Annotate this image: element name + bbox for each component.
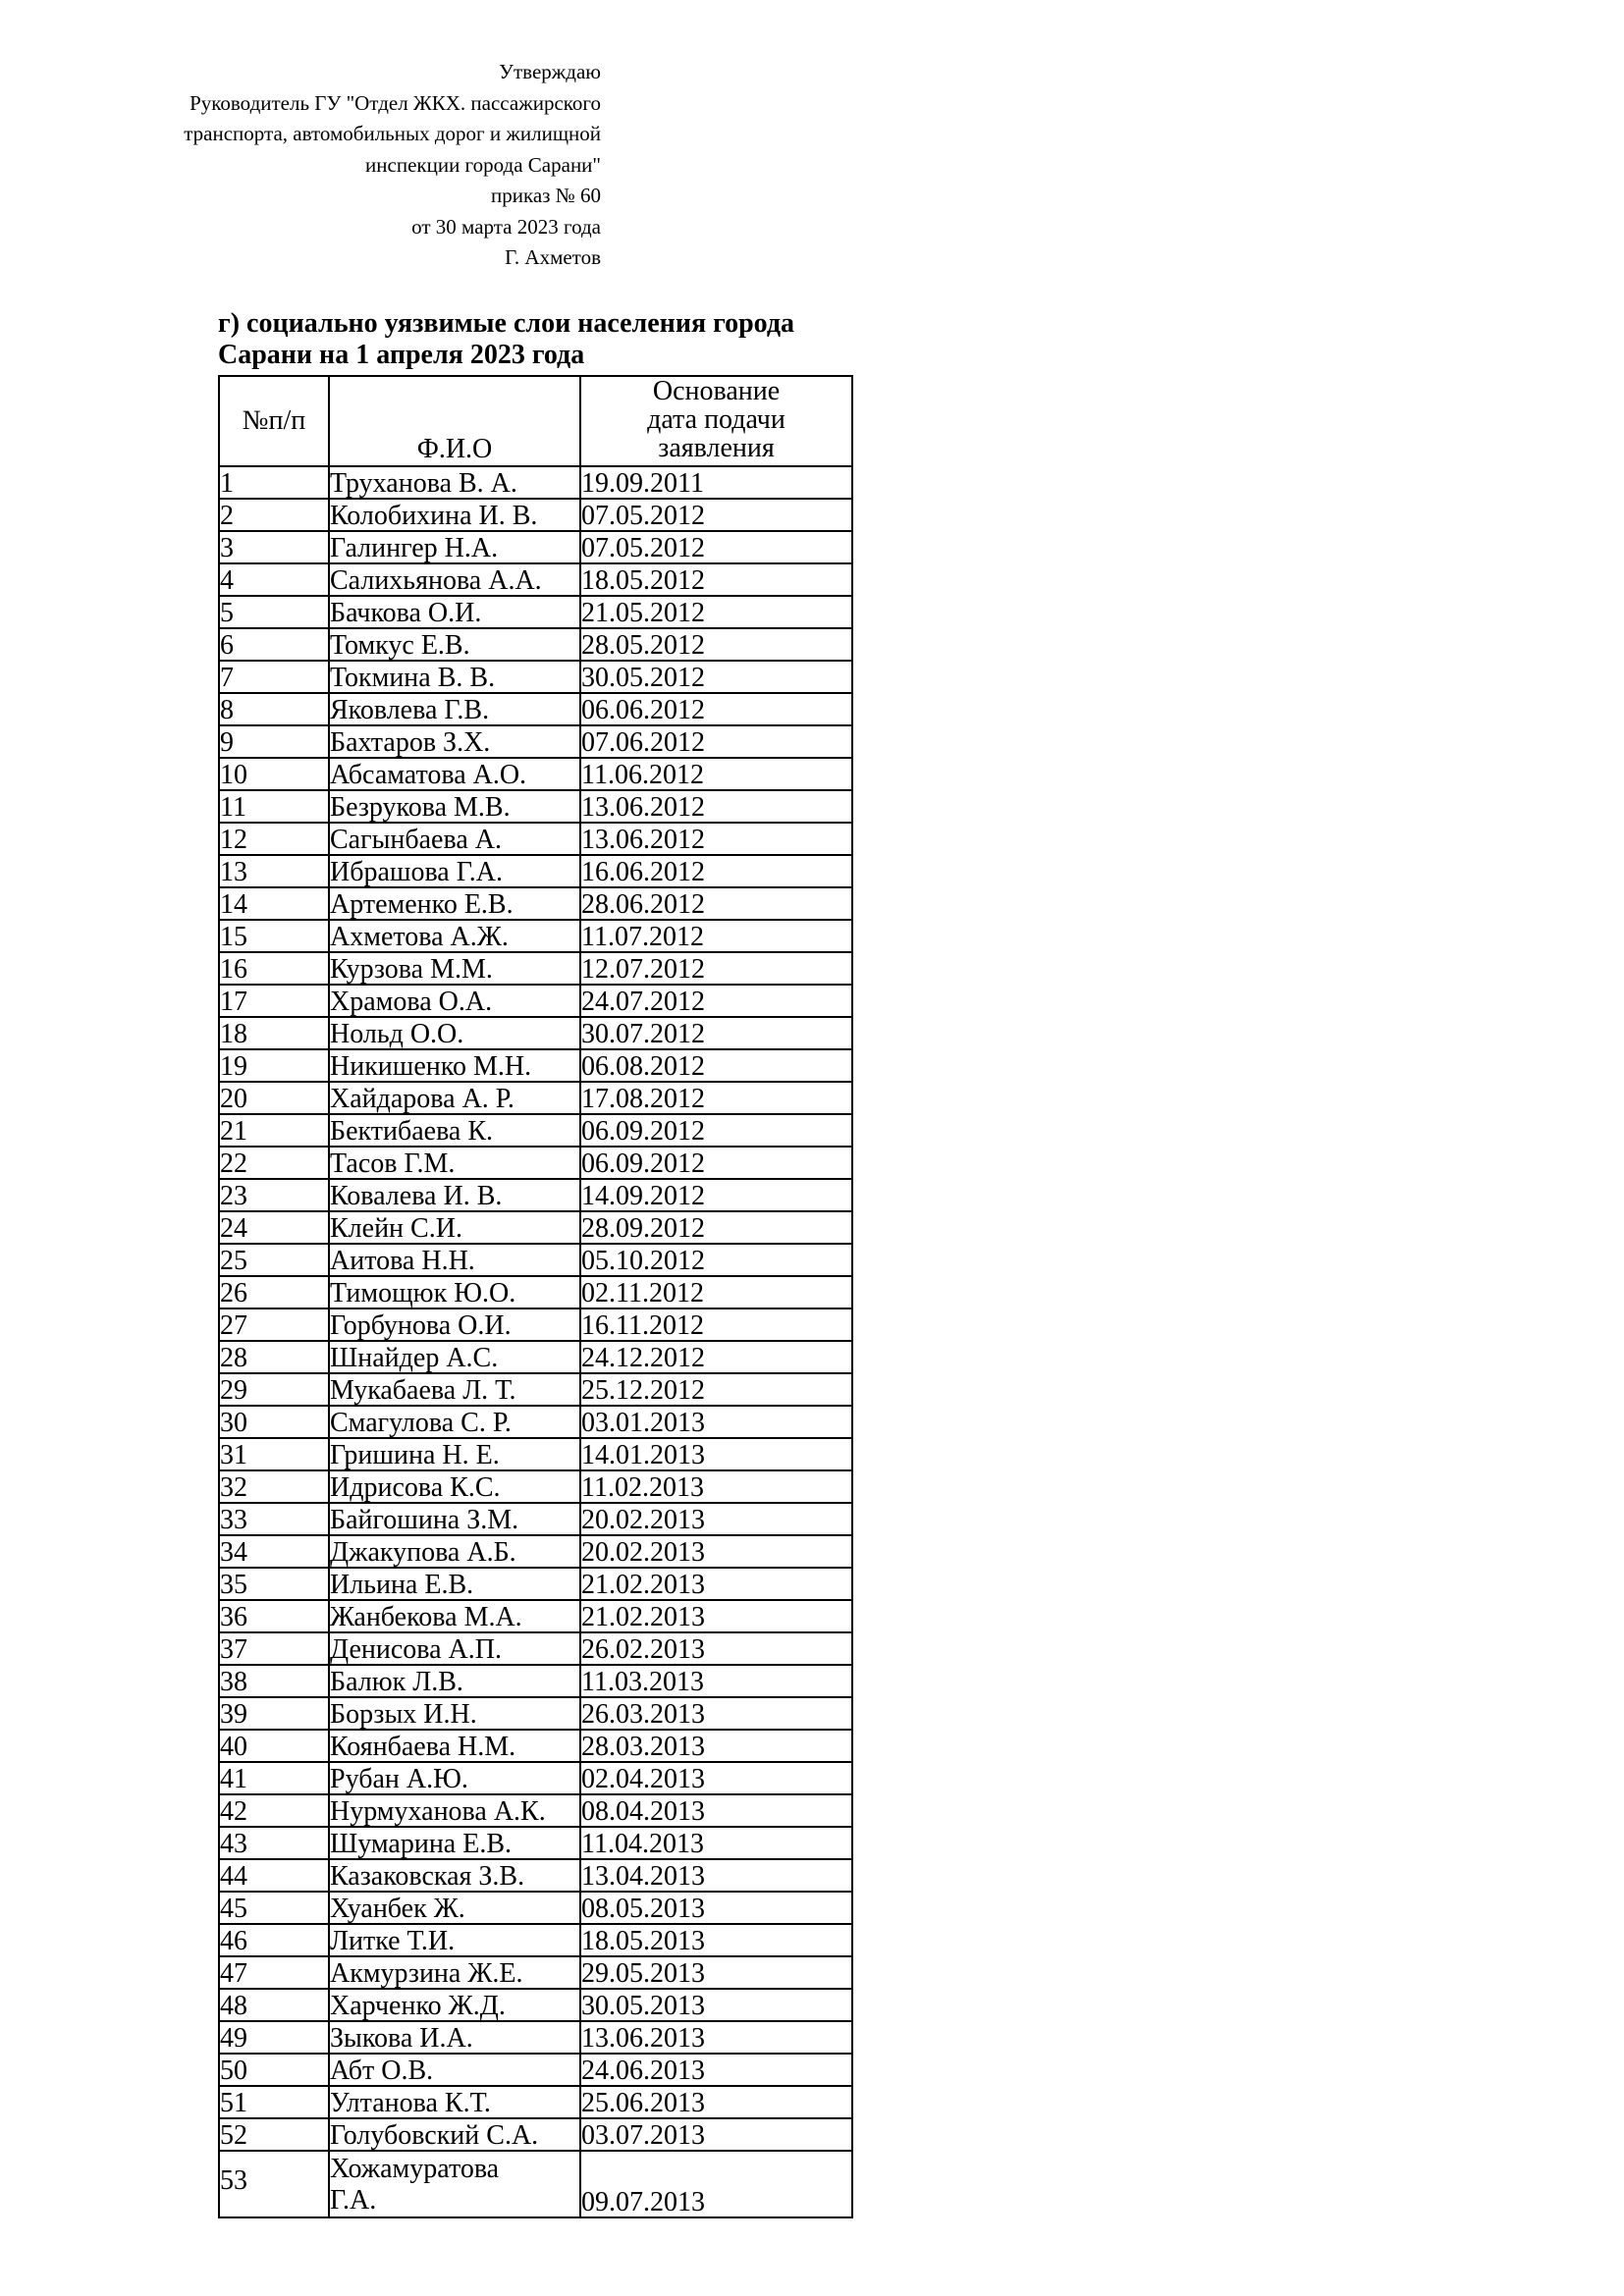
table-row bbox=[219, 1082, 852, 1114]
table-row bbox=[219, 1211, 852, 1244]
row-number-cell: 7 bbox=[219, 661, 329, 693]
approval-line: от 30 марта 2023 года bbox=[411, 214, 601, 239]
table-body bbox=[219, 466, 852, 2217]
row-date-cell: 13.06.2012 bbox=[580, 823, 852, 855]
row-name-cell: Мукабаева Л. Т. bbox=[329, 1373, 580, 1406]
table-row bbox=[219, 1017, 852, 1049]
row-number-cell: 35 bbox=[219, 1568, 329, 1600]
row-name-cell: Балюк Л.В. bbox=[329, 1665, 580, 1697]
row-name-cell: Горбунова О.И. bbox=[329, 1308, 580, 1341]
row-date-cell: 16.11.2012 bbox=[580, 1308, 852, 1341]
table-row bbox=[219, 466, 852, 499]
table-row bbox=[219, 1114, 852, 1147]
row-date-cell: 20.02.2013 bbox=[580, 1535, 852, 1568]
table-row bbox=[219, 823, 852, 855]
row-date-cell: 11.06.2012 bbox=[580, 758, 852, 790]
row-name-cell: Джакупова А.Б. bbox=[329, 1535, 580, 1568]
row-name-cell: Хожамуратова Г.А. bbox=[329, 2151, 580, 2217]
row-name-cell: Голубовский С.А. bbox=[329, 2118, 580, 2151]
row-number-cell: 36 bbox=[219, 1600, 329, 1632]
table-row bbox=[219, 1859, 852, 1892]
approval-line: Утверждаю bbox=[499, 60, 601, 83]
table-row bbox=[219, 725, 852, 758]
row-name-cell: Аитова Н.Н. bbox=[329, 1244, 580, 1276]
row-date-cell: 06.06.2012 bbox=[580, 693, 852, 725]
row-number-cell: 12 bbox=[219, 823, 329, 855]
table-row bbox=[219, 1568, 852, 1600]
row-date-cell: 25.06.2013 bbox=[580, 2086, 852, 2118]
section-title-line: г) социально уязвимые слои населения города bbox=[218, 308, 795, 339]
row-name-cell: Салихьянова А.А. bbox=[329, 563, 580, 596]
table-row bbox=[219, 693, 852, 725]
row-number-cell: 14 bbox=[219, 887, 329, 920]
row-date-cell: 30.05.2013 bbox=[580, 1989, 852, 2021]
table-row bbox=[219, 1244, 852, 1276]
row-number-cell: 22 bbox=[219, 1147, 329, 1179]
row-name-cell: Казаковская З.В. bbox=[329, 1859, 580, 1892]
row-date-cell: 19.09.2011 bbox=[580, 466, 852, 499]
row-date-cell: 28.05.2012 bbox=[580, 628, 852, 661]
table-row bbox=[219, 1406, 852, 1438]
row-number-cell: 47 bbox=[219, 1956, 329, 1989]
row-date-cell: 09.07.2013 bbox=[580, 2151, 852, 2217]
row-number-cell: 46 bbox=[219, 1924, 329, 1956]
section-title bbox=[218, 308, 794, 371]
row-number-cell: 43 bbox=[219, 1827, 329, 1859]
row-date-cell: 05.10.2012 bbox=[580, 1244, 852, 1276]
header-name: Ф.И.О bbox=[329, 376, 580, 466]
row-date-cell: 03.01.2013 bbox=[580, 1406, 852, 1438]
table-row bbox=[219, 1308, 852, 1341]
row-name-cell: Байгошина З.М. bbox=[329, 1503, 580, 1535]
row-number-cell: 31 bbox=[219, 1438, 329, 1470]
row-name-cell: Хайдарова А. Р. bbox=[329, 1082, 580, 1114]
row-name-cell: Гришина Н. Е. bbox=[329, 1438, 580, 1470]
section-title-line: Сарани на 1 апреля 2023 года bbox=[218, 340, 585, 370]
row-number-cell: 49 bbox=[219, 2021, 329, 2054]
table-row bbox=[219, 887, 852, 920]
row-number-cell: 25 bbox=[219, 1244, 329, 1276]
row-date-cell: 12.07.2012 bbox=[580, 952, 852, 985]
table-row bbox=[219, 1924, 852, 1956]
row-name-cell: Нольд О.О. bbox=[329, 1017, 580, 1049]
row-date-cell: 13.04.2013 bbox=[580, 1859, 852, 1892]
row-number-cell: 4 bbox=[219, 563, 329, 596]
row-name-cell: Безрукова М.В. bbox=[329, 790, 580, 823]
approval-line: Руководитель ГУ "Отдел ЖКХ. пассажирского bbox=[189, 90, 601, 115]
row-date-cell: 06.09.2012 bbox=[580, 1114, 852, 1147]
row-name-cell: Нурмуханова А.К. bbox=[329, 1794, 580, 1827]
row-number-cell: 18 bbox=[219, 1017, 329, 1049]
table-row bbox=[219, 1892, 852, 1924]
row-date-cell: 21.05.2012 bbox=[580, 596, 852, 628]
row-number-cell: 11 bbox=[219, 790, 329, 823]
row-number-cell: 13 bbox=[219, 855, 329, 887]
row-name-cell: Бачкова О.И. bbox=[329, 596, 580, 628]
row-name-cell: Яковлева Г.В. bbox=[329, 693, 580, 725]
row-number-cell: 17 bbox=[219, 985, 329, 1017]
header-basis bbox=[580, 376, 852, 466]
table-row bbox=[219, 1049, 852, 1082]
row-number-cell: 8 bbox=[219, 693, 329, 725]
table-row bbox=[219, 596, 852, 628]
row-date-cell: 03.07.2013 bbox=[580, 2118, 852, 2151]
row-date-cell: 11.07.2012 bbox=[580, 920, 852, 952]
row-number-cell: 20 bbox=[219, 1082, 329, 1114]
table-row bbox=[219, 2054, 852, 2086]
row-name-cell: Смагулова С. Р. bbox=[329, 1406, 580, 1438]
row-number-cell: 37 bbox=[219, 1632, 329, 1665]
row-date-cell: 06.09.2012 bbox=[580, 1147, 852, 1179]
table-row bbox=[219, 1794, 852, 1827]
table-row bbox=[219, 758, 852, 790]
table-row bbox=[219, 2118, 852, 2151]
table-row bbox=[219, 628, 852, 661]
row-name-cell: Ахметова А.Ж. bbox=[329, 920, 580, 952]
row-name-cell: Шумарина Е.В. bbox=[329, 1827, 580, 1859]
row-name-cell: Рубан А.Ю. bbox=[329, 1762, 580, 1794]
row-number-cell: 10 bbox=[219, 758, 329, 790]
row-number-cell: 30 bbox=[219, 1406, 329, 1438]
row-name-cell: Тасов Г.М. bbox=[329, 1147, 580, 1179]
table-row bbox=[219, 661, 852, 693]
table-row bbox=[219, 985, 852, 1017]
row-date-cell: 26.03.2013 bbox=[580, 1697, 852, 1730]
row-number-cell: 34 bbox=[219, 1535, 329, 1568]
row-number-cell: 41 bbox=[219, 1762, 329, 1794]
row-date-cell: 11.03.2013 bbox=[580, 1665, 852, 1697]
table-row bbox=[219, 790, 852, 823]
row-name-cell: Абсаматова А.О. bbox=[329, 758, 580, 790]
table-row bbox=[219, 2151, 852, 2217]
row-number-cell: 33 bbox=[219, 1503, 329, 1535]
table-row bbox=[219, 920, 852, 952]
row-date-cell: 07.05.2012 bbox=[580, 499, 852, 531]
row-name-cell: Ултанова К.Т. bbox=[329, 2086, 580, 2118]
table-row bbox=[219, 952, 852, 985]
header-basis-line: Основание bbox=[652, 376, 781, 406]
row-number-cell: 6 bbox=[219, 628, 329, 661]
row-name-cell: Акмурзина Ж.Е. bbox=[329, 1956, 580, 1989]
table-row bbox=[219, 1956, 852, 1989]
row-number-cell: 29 bbox=[219, 1373, 329, 1406]
row-number-cell: 51 bbox=[219, 2086, 329, 2118]
row-date-cell: 18.05.2012 bbox=[580, 563, 852, 596]
header-basis-line: заявления bbox=[658, 433, 775, 463]
row-name-cell: Храмова О.А. bbox=[329, 985, 580, 1017]
row-number-cell: 5 bbox=[219, 596, 329, 628]
row-date-cell: 13.06.2013 bbox=[580, 2021, 852, 2054]
row-number-cell: 23 bbox=[219, 1179, 329, 1211]
row-number-cell: 42 bbox=[219, 1794, 329, 1827]
header-number: №п/п bbox=[219, 376, 329, 466]
row-number-cell: 16 bbox=[219, 952, 329, 985]
row-date-cell: 08.05.2013 bbox=[580, 1892, 852, 1924]
table-row bbox=[219, 1762, 852, 1794]
table-row bbox=[219, 1730, 852, 1762]
row-date-cell: 11.02.2013 bbox=[580, 1470, 852, 1503]
header-basis-line: дата подачи bbox=[647, 404, 785, 435]
approval-block bbox=[184, 57, 601, 274]
table-row bbox=[219, 1470, 852, 1503]
row-name-cell: Борзых И.Н. bbox=[329, 1697, 580, 1730]
row-number-cell: 3 bbox=[219, 531, 329, 563]
row-number-cell: 1 bbox=[219, 466, 329, 499]
row-name-cell: Харченко Ж.Д. bbox=[329, 1989, 580, 2021]
row-date-cell: 25.12.2012 bbox=[580, 1373, 852, 1406]
row-number-cell: 39 bbox=[219, 1697, 329, 1730]
row-number-cell: 48 bbox=[219, 1989, 329, 2021]
row-date-cell: 28.06.2012 bbox=[580, 887, 852, 920]
row-date-cell: 06.08.2012 bbox=[580, 1049, 852, 1082]
row-date-cell: 07.05.2012 bbox=[580, 531, 852, 563]
row-date-cell: 13.06.2012 bbox=[580, 790, 852, 823]
table-row bbox=[219, 499, 852, 531]
row-name-cell: Ибрашова Г.А. bbox=[329, 855, 580, 887]
approval-line: приказ № 60 bbox=[490, 184, 601, 207]
table-row bbox=[219, 1989, 852, 2021]
approval-line: Г. Ахметов bbox=[505, 245, 601, 269]
row-name-cell: Никишенко М.Н. bbox=[329, 1049, 580, 1082]
row-number-cell: 52 bbox=[219, 2118, 329, 2151]
row-date-cell: 24.12.2012 bbox=[580, 1341, 852, 1373]
row-name-cell: Колобихина И. В. bbox=[329, 499, 580, 531]
table-row bbox=[219, 855, 852, 887]
row-date-cell: 28.09.2012 bbox=[580, 1211, 852, 1244]
row-name-cell: Курзова М.М. bbox=[329, 952, 580, 985]
row-number-cell: 15 bbox=[219, 920, 329, 952]
row-number-cell: 24 bbox=[219, 1211, 329, 1244]
row-name-cell: Сагынбаева А. bbox=[329, 823, 580, 855]
row-name-cell: Ильина Е.В. bbox=[329, 1568, 580, 1600]
row-number-cell: 38 bbox=[219, 1665, 329, 1697]
row-number-cell: 19 bbox=[219, 1049, 329, 1082]
table-row bbox=[219, 563, 852, 596]
row-date-cell: 16.06.2012 bbox=[580, 855, 852, 887]
row-name-cell: Зыкова И.А. bbox=[329, 2021, 580, 2054]
row-name-cell: Абт О.В. bbox=[329, 2054, 580, 2086]
row-number-cell: 26 bbox=[219, 1276, 329, 1308]
row-name-cell: Галингер Н.А. bbox=[329, 531, 580, 563]
row-date-cell: 07.06.2012 bbox=[580, 725, 852, 758]
row-date-cell: 02.11.2012 bbox=[580, 1276, 852, 1308]
row-number-cell: 28 bbox=[219, 1341, 329, 1373]
table-row bbox=[219, 1147, 852, 1179]
row-date-cell: 14.01.2013 bbox=[580, 1438, 852, 1470]
row-date-cell: 30.07.2012 bbox=[580, 1017, 852, 1049]
table-row bbox=[219, 531, 852, 563]
row-date-cell: 29.05.2013 bbox=[580, 1956, 852, 1989]
applicants-table bbox=[218, 375, 853, 2218]
row-date-cell: 24.07.2012 bbox=[580, 985, 852, 1017]
row-name-cell: Хуанбек Ж. bbox=[329, 1892, 580, 1924]
table-row bbox=[219, 1179, 852, 1211]
row-name-cell: Ковалева И. В. bbox=[329, 1179, 580, 1211]
table-row bbox=[219, 2086, 852, 2118]
table-row bbox=[219, 1438, 852, 1470]
row-date-cell: 17.08.2012 bbox=[580, 1082, 852, 1114]
row-number-cell: 2 bbox=[219, 499, 329, 531]
row-date-cell: 20.02.2013 bbox=[580, 1503, 852, 1535]
approval-line: инспекции города Сарани" bbox=[365, 152, 601, 177]
row-number-cell: 40 bbox=[219, 1730, 329, 1762]
row-date-cell: 30.05.2012 bbox=[580, 661, 852, 693]
row-date-cell: 24.06.2013 bbox=[580, 2054, 852, 2086]
row-name-cell: Клейн С.И. bbox=[329, 1211, 580, 1244]
table-row bbox=[219, 2021, 852, 2054]
table-row bbox=[219, 1535, 852, 1568]
row-name-cell: Коянбаева Н.М. bbox=[329, 1730, 580, 1762]
table-row bbox=[219, 1276, 852, 1308]
approval-line: транспорта, автомобильных дорог и жилищной bbox=[184, 122, 601, 145]
table-row bbox=[219, 1665, 852, 1697]
row-name-cell: Артеменко Е.В. bbox=[329, 887, 580, 920]
row-number-cell: 9 bbox=[219, 725, 329, 758]
row-date-cell: 21.02.2013 bbox=[580, 1568, 852, 1600]
table-header-row bbox=[219, 376, 852, 466]
table-row bbox=[219, 1600, 852, 1632]
row-name-cell: Труханова В. А. bbox=[329, 466, 580, 499]
row-date-cell: 28.03.2013 bbox=[580, 1730, 852, 1762]
row-number-cell: 44 bbox=[219, 1859, 329, 1892]
row-date-cell: 08.04.2013 bbox=[580, 1794, 852, 1827]
table-row bbox=[219, 1632, 852, 1665]
table-row bbox=[219, 1373, 852, 1406]
row-name-cell: Идрисова К.С. bbox=[329, 1470, 580, 1503]
row-name-cell: Бектибаева К. bbox=[329, 1114, 580, 1147]
row-name-cell: Тимощюк Ю.О. bbox=[329, 1276, 580, 1308]
table-row bbox=[219, 1503, 852, 1535]
row-name-cell: Литке Т.И. bbox=[329, 1924, 580, 1956]
table-row bbox=[219, 1697, 852, 1730]
table-row bbox=[219, 1827, 852, 1859]
row-number-cell: 21 bbox=[219, 1114, 329, 1147]
table-header bbox=[219, 376, 852, 466]
row-date-cell: 26.02.2013 bbox=[580, 1632, 852, 1665]
row-number-cell: 53 bbox=[219, 2151, 329, 2217]
row-name-cell: Томкус Е.В. bbox=[329, 628, 580, 661]
row-name-cell: Токмина В. В. bbox=[329, 661, 580, 693]
row-number-cell: 50 bbox=[219, 2054, 329, 2086]
row-name-cell: Денисова А.П. bbox=[329, 1632, 580, 1665]
row-date-cell: 02.04.2013 bbox=[580, 1762, 852, 1794]
row-date-cell: 11.04.2013 bbox=[580, 1827, 852, 1859]
table-row bbox=[219, 1341, 852, 1373]
row-number-cell: 32 bbox=[219, 1470, 329, 1503]
row-number-cell: 27 bbox=[219, 1308, 329, 1341]
row-date-cell: 21.02.2013 bbox=[580, 1600, 852, 1632]
row-name-cell: Жанбекова М.А. bbox=[329, 1600, 580, 1632]
row-date-cell: 14.09.2012 bbox=[580, 1179, 852, 1211]
row-name-cell: Шнайдер А.С. bbox=[329, 1341, 580, 1373]
row-name-cell: Бахтаров З.Х. bbox=[329, 725, 580, 758]
row-date-cell: 18.05.2013 bbox=[580, 1924, 852, 1956]
row-number-cell: 45 bbox=[219, 1892, 329, 1924]
